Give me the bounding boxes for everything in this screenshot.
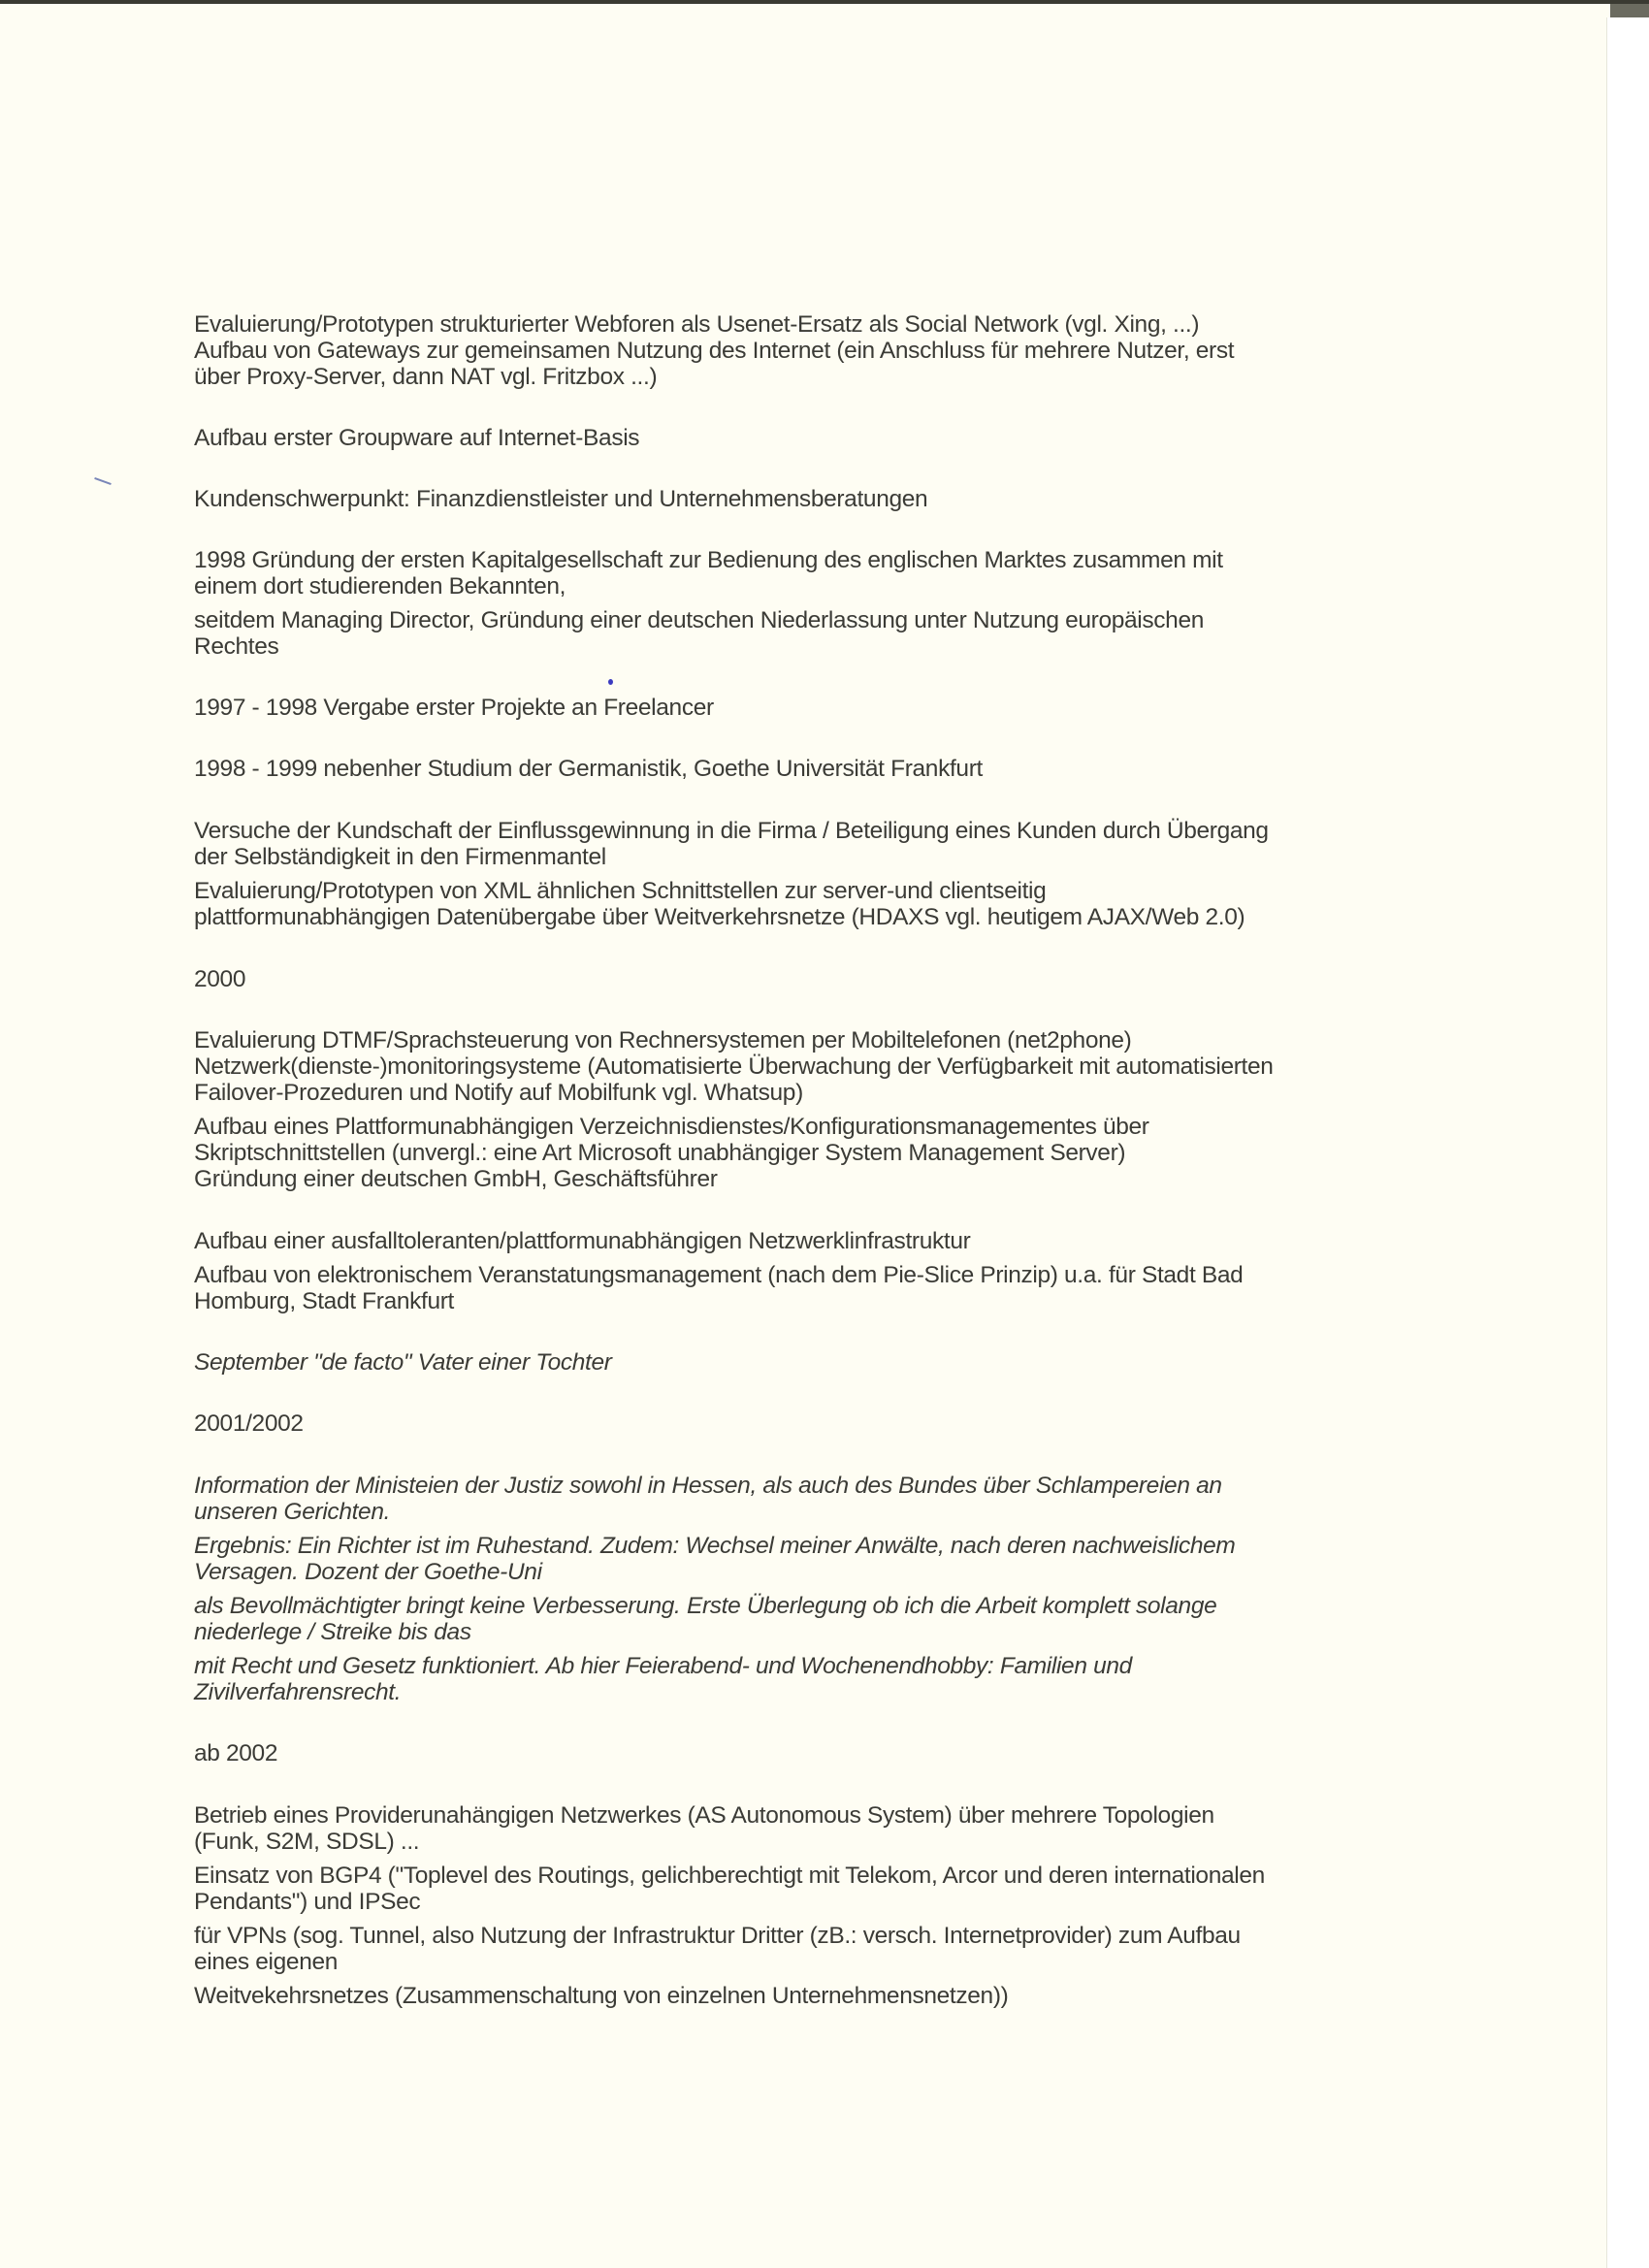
text-line: Gründung einer deutschen GmbH, Geschäftsführer xyxy=(194,1166,718,1192)
text-line: 2001/2002 xyxy=(194,1410,304,1437)
text-line: Evaluierung/Prototypen von XML ähnlichen Schnittstellen zur server-und clientseitig xyxy=(194,878,1047,904)
text-line: Rechtes xyxy=(194,633,279,660)
scan-top-edge xyxy=(0,0,1649,4)
text-line: der Selbständigkeit in den Firmenmantel xyxy=(194,844,606,870)
text-line: Aufbau von Gateways zur gemeinsamen Nutzung des Internet (ein Anschluss für mehrere Nutzer, erst xyxy=(194,338,1235,364)
text-line: 1997 - 1998 Vergabe erster Projekte an Freelancer xyxy=(194,695,714,721)
scan-page-edge xyxy=(1606,17,1607,2268)
text-line: Aufbau von elektronischem Veranstatungsmanagement (nach dem Pie-Slice Prinzip) u.a. für Stadt Bad xyxy=(194,1262,1244,1288)
text-line: Betrieb eines Providerunahängigen Netzwerkes (AS Autonomous System) über mehrere Topologien xyxy=(194,1802,1214,1829)
text-line: niederlege / Streike bis das xyxy=(194,1619,471,1645)
text-line: Zivilverfahrensrecht. xyxy=(194,1679,402,1705)
text-line: Evaluierung DTMF/Sprachsteuerung von Rechnersystemen per Mobiltelefonen (net2phone) xyxy=(194,1027,1132,1053)
text-line: Netzwerk(dienste-)monitoringsysteme (Automatisierte Überwachung der Verfügbarkeit mit automatisierten xyxy=(194,1053,1274,1080)
text-line: Pendants") und IPSec xyxy=(194,1889,421,1915)
text-line: Versagen. Dozent der Goethe-Uni xyxy=(194,1559,542,1585)
text-line: als Bevollmächtigter bringt keine Verbesserung. Erste Überlegung ob ich die Arbeit komplett solange xyxy=(194,1593,1217,1619)
text-line: plattformunabhängigen Datenübergabe über Weitverkehrsnetze (HDAXS vgl. heutigem AJAX/Web 2.0) xyxy=(194,904,1245,930)
text-line: Aufbau einer ausfalltoleranten/plattformunabhängigen Netzwerklinfrastruktur xyxy=(194,1228,971,1254)
text-line: Ergebnis: Ein Richter ist im Ruhestand. Zudem: Wechsel meiner Anwälte, nach deren nachweislichem xyxy=(194,1533,1236,1559)
text-line: Weitvekehrsnetzes (Zusammenschaltung von einzelnen Unternehmensnetzen)) xyxy=(194,1983,1009,2009)
text-line: für VPNs (sog. Tunnel, also Nutzung der Infrastruktur Dritter (zB.: versch. Internetprovider) zum Aufbau xyxy=(194,1923,1241,1949)
text-line: 2000 xyxy=(194,966,246,992)
text-line: Kundenschwerpunkt: Finanzdienstleister und Unternehmensberatungen xyxy=(194,486,928,512)
text-line: eines eigenen xyxy=(194,1949,339,1975)
text-line: 1998 Gründung der ersten Kapitalgesellschaft zur Bedienung des englischen Marktes zusammen mit xyxy=(194,547,1223,573)
text-line: Aufbau erster Groupware auf Internet-Basis xyxy=(194,425,640,451)
scan-corner-shadow xyxy=(1610,4,1649,17)
text-line: seitdem Managing Director, Gründung einer deutschen Niederlassung unter Nutzung europäischen xyxy=(194,607,1205,633)
text-line: Evaluierung/Prototypen strukturierter Webforen als Usenet-Ersatz als Social Network (vgl. Xing, ...) xyxy=(194,311,1200,338)
text-line: mit Recht und Gesetz funktioniert. Ab hier Feierabend- und Wochenendhobby: Familien und xyxy=(194,1653,1132,1679)
text-line: Versuche der Kundschaft der Einflussgewinnung in die Firma / Beteiligung eines Kunden durch Übergang xyxy=(194,818,1269,844)
text-line: Homburg, Stadt Frankfurt xyxy=(194,1288,455,1314)
text-line: einem dort studierenden Bekannten, xyxy=(194,573,566,599)
text-line: Information der Ministeien der Justiz sowohl in Hessen, als auch des Bundes über Schlampereien an xyxy=(194,1473,1222,1499)
text-line: unseren Gerichten. xyxy=(194,1499,391,1525)
text-line: Failover-Prozeduren und Notify auf Mobilfunk vgl. Whatsup) xyxy=(194,1080,803,1106)
ink-dot xyxy=(608,679,613,685)
text-line: Einsatz von BGP4 ("Toplevel des Routings, gelichberechtigt mit Telekom, Arcor und deren internationalen xyxy=(194,1863,1265,1889)
scan-right-margin xyxy=(1607,17,1649,2268)
text-line: Aufbau eines Plattformunabhängigen Verzeichnisdienstes/Konfigurationsmanagementes über xyxy=(194,1114,1149,1140)
text-line: Skriptschnittstellen (unvergl.: eine Art Microsoft unabhängiger System Management Server) xyxy=(194,1140,1126,1166)
text-line: September "de facto" Vater einer Tochter xyxy=(194,1349,612,1376)
pen-mark xyxy=(94,477,112,485)
text-line: ab 2002 xyxy=(194,1740,278,1766)
text-line: über Proxy-Server, dann NAT vgl. Fritzbox ...) xyxy=(194,364,658,390)
text-line: 1998 - 1999 nebenher Studium der Germanistik, Goethe Universität Frankfurt xyxy=(194,756,983,782)
text-line: (Funk, S2M, SDSL) ... xyxy=(194,1829,420,1855)
